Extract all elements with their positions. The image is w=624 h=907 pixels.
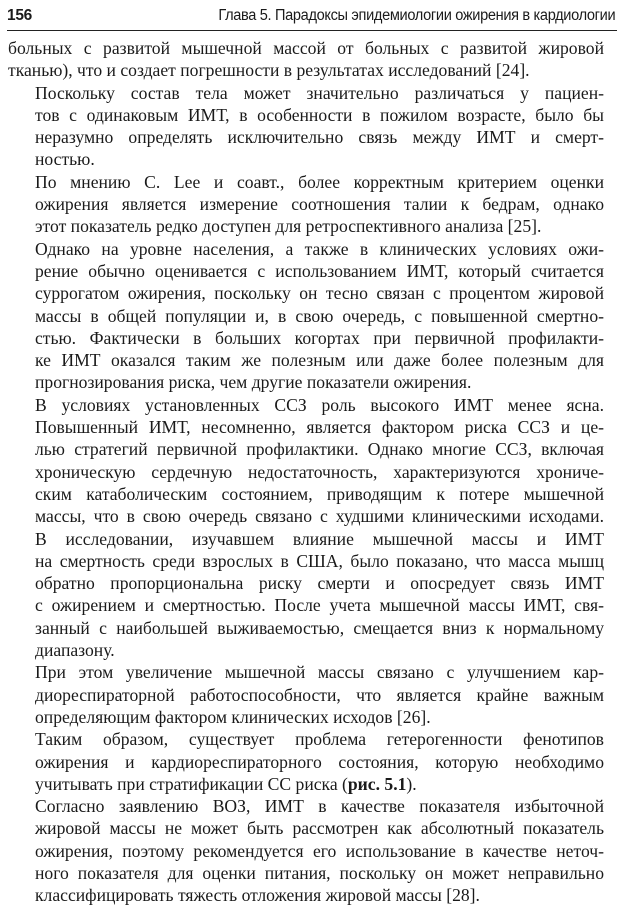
text-line: В исследовании, изучавшем влияние мышечной массы и ИМТ bbox=[35, 528, 604, 549]
text-line: Таким образом, существует проблема гетерогенности фенотипов bbox=[35, 729, 604, 750]
text-line: ке ИМТ оказался таким же полезным или даже более полезным для bbox=[35, 350, 604, 371]
text-line: стью. Фактически в больших когортах при первичной профилакти- bbox=[35, 327, 604, 348]
text-line: на смертность среди взрослых в США, было показано, что масса мышц bbox=[35, 550, 604, 571]
text-line: этот показатель редко доступен для ретроспективного анализа [25]. bbox=[35, 216, 542, 237]
text-line: рение обычно оценивается с использованием ИМТ, который считается bbox=[35, 260, 604, 281]
text-line: диапазону. bbox=[35, 640, 115, 661]
text-line: больных с развитой мышечной массой от больных с развитой жировой bbox=[8, 38, 604, 58]
text-line: ожирения, поэтому рекомендуется его использование в качестве неточ- bbox=[35, 840, 604, 861]
paragraph-2 bbox=[8, 82, 604, 171]
text-line: Поскольку состав тела может значительно различаться у пациен- bbox=[35, 82, 604, 103]
text-line: тов с одинаковым ИМТ, в особенности в пожилом возрасте, было бы bbox=[35, 104, 604, 125]
figure-reference[interactable]: рис. 5.1 bbox=[347, 773, 407, 794]
text-fragment: учитывать при стратификации СС риска ( bbox=[35, 773, 348, 794]
text-line: прогнозирования риска, чем другие показатели ожирения. bbox=[35, 372, 472, 393]
text-line: лью стратегий первичной профилактики. Однако многие ССЗ, включая bbox=[35, 439, 604, 460]
text-line: ожирения является измерение соотношения талии к бедрам, однако bbox=[35, 194, 604, 215]
paragraph-5 bbox=[8, 394, 604, 528]
text-line: жировой массы не может быть рассмотрен как абсолютный показатель bbox=[35, 818, 604, 839]
text-line: Согласно заявлению ВОЗ, ИМТ в качестве показателя избыточной bbox=[35, 796, 604, 817]
text-line: массы в общей популяции и, в свою очередь, с повышенной смертно- bbox=[35, 305, 604, 326]
text-line: хроническую сердечную недостаточность, характеризуются хрониче- bbox=[35, 461, 604, 482]
text-line: ного показателя для оценки питания, поскольку он может неправильно bbox=[35, 862, 604, 883]
text-line: с ожирением и смертностью. После учета мышечной массы ИМТ, свя- bbox=[35, 595, 604, 616]
text-line: Повышенный ИМТ, несомненно, является фактором риска ССЗ и це- bbox=[35, 417, 604, 438]
text-line: ожирения и кардиореспираторного состояния, которую необходимо bbox=[35, 751, 604, 772]
text-line: диореспираторной работоспособности, что является крайне важным bbox=[35, 684, 604, 705]
text-line: При этом увеличение мышечной массы связано с улучшением кар- bbox=[35, 662, 604, 683]
text-line: обратно пропорциональна риску смерти и опосредует связь ИМТ bbox=[35, 573, 604, 594]
text-line: суррогатом ожирения, поскольку он тесно связан с процентом жировой bbox=[35, 283, 604, 304]
header-divider bbox=[7, 30, 617, 31]
paragraph-6 bbox=[8, 528, 604, 662]
text-line: классифицировать тяжесть отложения жировой массы [28]. bbox=[35, 885, 480, 906]
text-line: массы, что в свою очередь связано с худшими клиническими исходами. bbox=[35, 506, 604, 527]
text-line bbox=[8, 773, 604, 795]
text-line: определяющим фактором клинических исходов [26]. bbox=[35, 706, 431, 727]
text-line: ностью. bbox=[35, 149, 95, 170]
paragraph-7 bbox=[8, 661, 604, 728]
running-title: Глава 5. Парадоксы эпидемиологии ожирения в кардиологии bbox=[218, 7, 615, 24]
text-line: занный с наибольшей выживаемостью, смещается вниз к нормальному bbox=[35, 617, 604, 638]
paragraph-1 bbox=[8, 37, 604, 82]
text-line: В условиях установленных ССЗ роль высокого ИМТ менее ясна. bbox=[35, 394, 604, 415]
page-header bbox=[7, 4, 617, 28]
text-line: Однако на уровне населения, а также в клинических условиях ожи- bbox=[35, 238, 604, 259]
paragraph-8 bbox=[8, 728, 604, 795]
paragraph-4 bbox=[8, 238, 604, 394]
body-text bbox=[8, 37, 604, 907]
paragraph-9 bbox=[8, 795, 604, 906]
text-line: ским катаболическим состоянием, приводящим к потере мышечной bbox=[35, 483, 604, 504]
page-number: 156 bbox=[7, 7, 32, 24]
text-line: неразумно определять исключительно связь между ИМТ и смерт- bbox=[35, 127, 604, 148]
text-line: тканью), что и создает погрешности в результатах исследований [24]. bbox=[8, 60, 530, 81]
text-line: По мнению C. Lee и соавт., более корректным критерием оценки bbox=[35, 171, 604, 192]
paragraph-3 bbox=[8, 171, 604, 238]
text-fragment: ). bbox=[406, 773, 417, 794]
